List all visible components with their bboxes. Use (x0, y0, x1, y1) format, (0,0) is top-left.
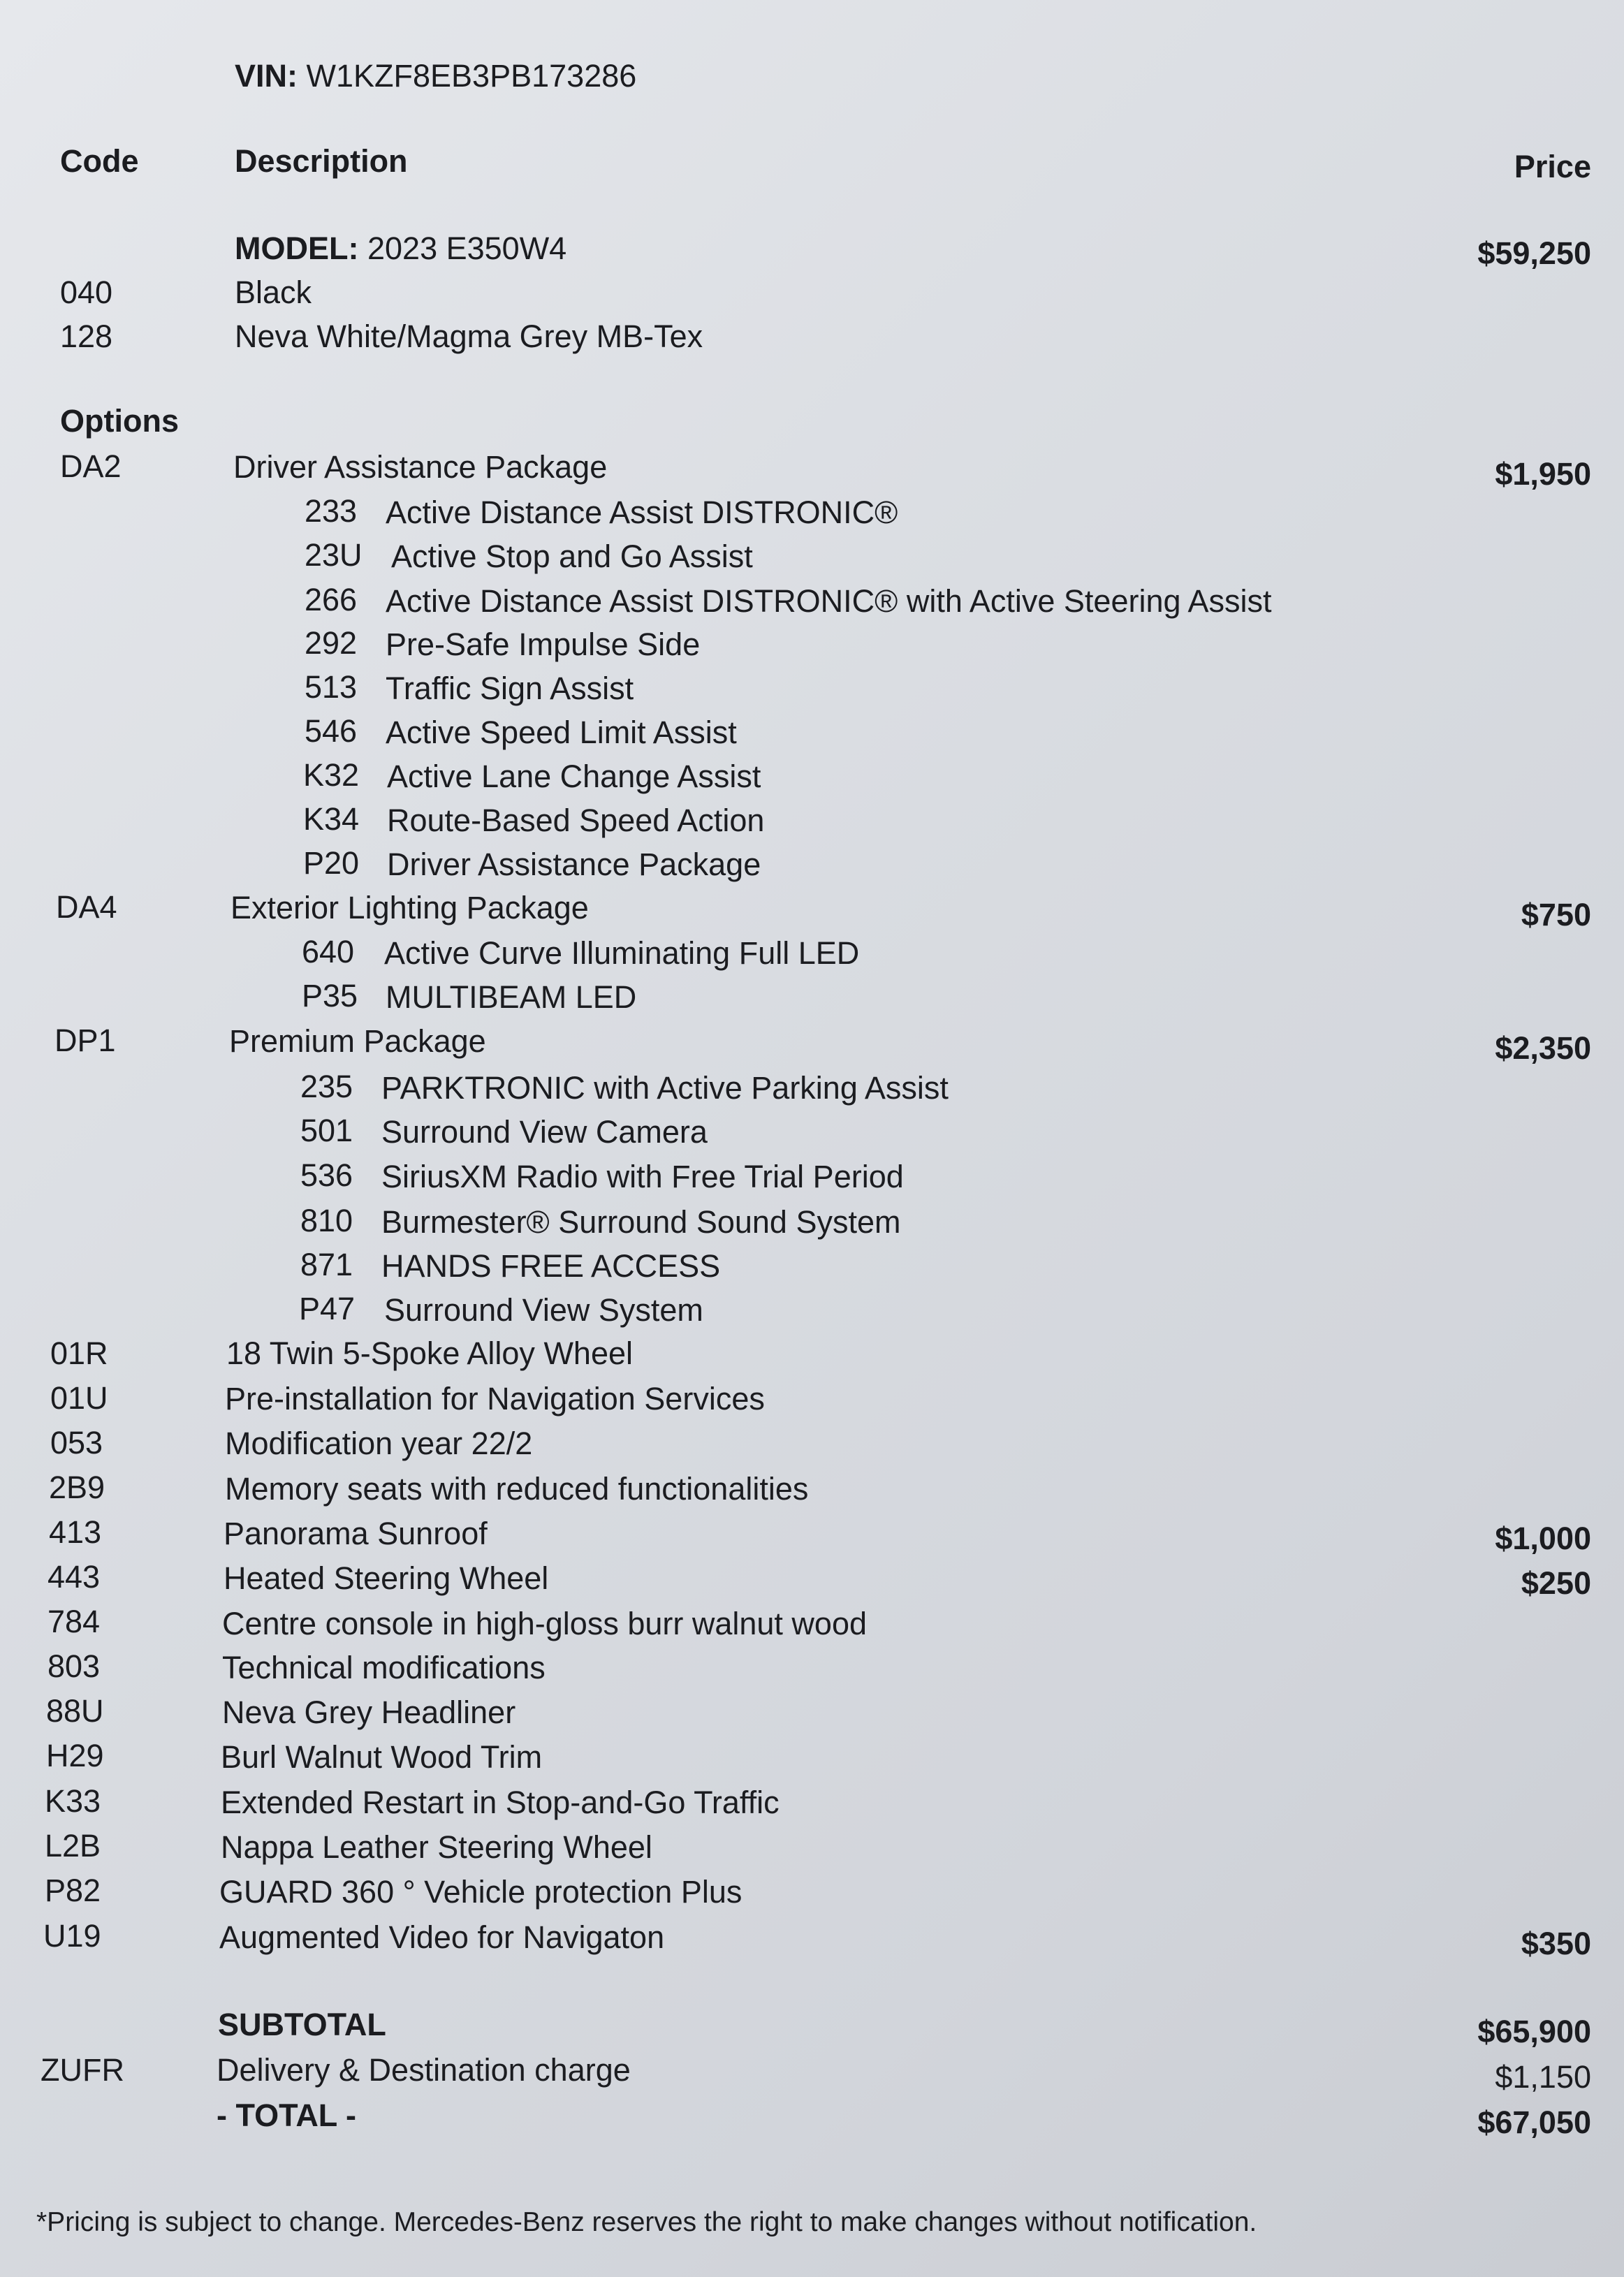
option-description: Pre-installation for Navigation Services (225, 1381, 765, 1416)
package-item-description: Pre-Safe Impulse Side (386, 627, 701, 662)
package-item-description: Active Lane Change Assist (387, 759, 761, 794)
package-item-code: 640 (302, 934, 355, 969)
package-code: DP1 (54, 1023, 116, 1058)
option-description: Heated Steering Wheel (224, 1560, 549, 1596)
package-price: $1,950 (1495, 456, 1591, 492)
package-item-code: 23U (305, 537, 363, 573)
option-code: 88U (46, 1693, 104, 1729)
package-item-code: K32 (303, 757, 360, 793)
total-label: - TOTAL - (217, 2097, 356, 2133)
option-price: $250 (1521, 1565, 1591, 1601)
options-heading: Options (60, 403, 179, 439)
option-price: $1,000 (1495, 1521, 1591, 1556)
model-label: MODEL: (235, 230, 359, 266)
package-description: Premium Package (229, 1023, 486, 1059)
option-code: U19 (43, 1918, 101, 1954)
package-item-description: Active Distance Assist DISTRONIC® with Active Steering Assist (386, 583, 1272, 619)
option-code: L2B (45, 1828, 101, 1864)
package-item-code: 513 (305, 669, 358, 705)
option-code: 413 (49, 1514, 102, 1550)
package-item-code: K34 (303, 801, 360, 837)
option-description: Neva Grey Headliner (222, 1694, 516, 1730)
total-value: $67,050 (1477, 2104, 1591, 2140)
subtotal-value: $65,900 (1477, 2014, 1591, 2049)
package-item-code: 810 (300, 1203, 353, 1238)
option-description: Extended Restart in Stop-and-Go Traffic (221, 1785, 780, 1820)
delivery-value: $1,150 (1495, 2059, 1591, 2095)
package-price: $2,350 (1495, 1030, 1591, 1066)
package-item-code: 266 (305, 582, 358, 617)
package-item-description: Surround View System (384, 1292, 703, 1328)
base-item-description: Black (235, 274, 312, 310)
column-header-code: Code (60, 143, 139, 179)
package-item-code: 536 (300, 1157, 353, 1193)
vin-label: VIN: (235, 58, 298, 94)
package-item-description: Driver Assistance Package (387, 847, 761, 882)
package-item-description: Active Curve Illuminating Full LED (384, 935, 860, 971)
option-code: 2B9 (49, 1470, 105, 1505)
option-description: Panorama Sunroof (224, 1516, 488, 1551)
option-description: GUARD 360 ° Vehicle protection Plus (219, 1874, 742, 1910)
package-item-code: P20 (303, 845, 360, 881)
option-code: P82 (45, 1873, 101, 1908)
package-item-description: SiriusXM Radio with Free Trial Period (381, 1159, 904, 1194)
option-description: Modification year 22/2 (225, 1426, 533, 1461)
column-header-price: Price (1514, 149, 1591, 184)
package-item-code: 292 (305, 625, 358, 661)
model-value: 2023 E350W4 (367, 230, 567, 266)
delivery-code: ZUFR (41, 2052, 124, 2088)
package-item-description: Active Speed Limit Assist (386, 715, 737, 750)
package-item-description: MULTIBEAM LED (386, 979, 637, 1015)
package-item-description: Surround View Camera (381, 1114, 708, 1150)
option-description: Nappa Leather Steering Wheel (221, 1829, 652, 1865)
subtotal-label: SUBTOTAL (218, 2007, 386, 2042)
package-item-description: Route-Based Speed Action (387, 803, 765, 838)
package-description: Driver Assistance Package (233, 449, 608, 485)
base-item-code: 040 (60, 274, 113, 310)
vin-value: W1KZF8EB3PB173286 (306, 58, 637, 94)
option-price: $350 (1521, 1926, 1591, 1961)
pricing-footnote: *Pricing is subject to change. Mercedes-Benz reserves the right to make changes without notification. (36, 2207, 1257, 2237)
option-description: Memory seats with reduced functionalities (225, 1471, 809, 1507)
package-item-code: P35 (302, 978, 358, 1013)
package-item-description: HANDS FREE ACCESS (381, 1248, 721, 1284)
base-item-description: Neva White/Magma Grey MB-Tex (235, 319, 703, 354)
option-code: 01R (50, 1335, 108, 1371)
package-code: DA2 (60, 448, 122, 484)
option-description: 18 Twin 5-Spoke Alloy Wheel (226, 1335, 633, 1371)
delivery-label: Delivery & Destination charge (217, 2052, 631, 2088)
package-item-code: 233 (305, 493, 358, 529)
package-code: DA4 (56, 889, 117, 925)
option-code: H29 (46, 1738, 104, 1773)
package-item-code: 235 (300, 1069, 353, 1104)
package-item-code: 501 (300, 1113, 353, 1148)
option-code: 443 (47, 1559, 101, 1595)
option-code: 053 (50, 1425, 103, 1460)
base-item-code: 128 (60, 319, 113, 354)
column-header-description: Description (235, 143, 408, 179)
package-item-code: 546 (305, 713, 358, 749)
option-description: Burl Walnut Wood Trim (221, 1739, 543, 1775)
package-price: $750 (1521, 897, 1591, 932)
package-item-description: Active Distance Assist DISTRONIC® (386, 495, 898, 530)
package-item-description: Traffic Sign Assist (386, 671, 634, 706)
model-line (235, 230, 567, 266)
option-description: Technical modifications (222, 1650, 546, 1685)
package-item-description: Burmester® Surround Sound System (381, 1204, 901, 1240)
option-code: 784 (47, 1604, 101, 1639)
vin-line (235, 58, 637, 94)
package-description: Exterior Lighting Package (231, 890, 589, 925)
package-item-code: P47 (299, 1291, 356, 1326)
package-item-description: PARKTRONIC with Active Parking Assist (381, 1070, 949, 1106)
option-description: Augmented Video for Navigaton (219, 1919, 665, 1955)
model-price: $59,250 (1477, 235, 1591, 271)
option-code: K33 (45, 1783, 101, 1819)
option-code: 803 (47, 1648, 101, 1684)
option-description: Centre console in high-gloss burr walnut wood (222, 1606, 868, 1641)
option-code: 01U (50, 1380, 108, 1416)
package-item-code: 871 (300, 1247, 353, 1282)
package-item-description: Active Stop and Go Assist (391, 539, 753, 574)
